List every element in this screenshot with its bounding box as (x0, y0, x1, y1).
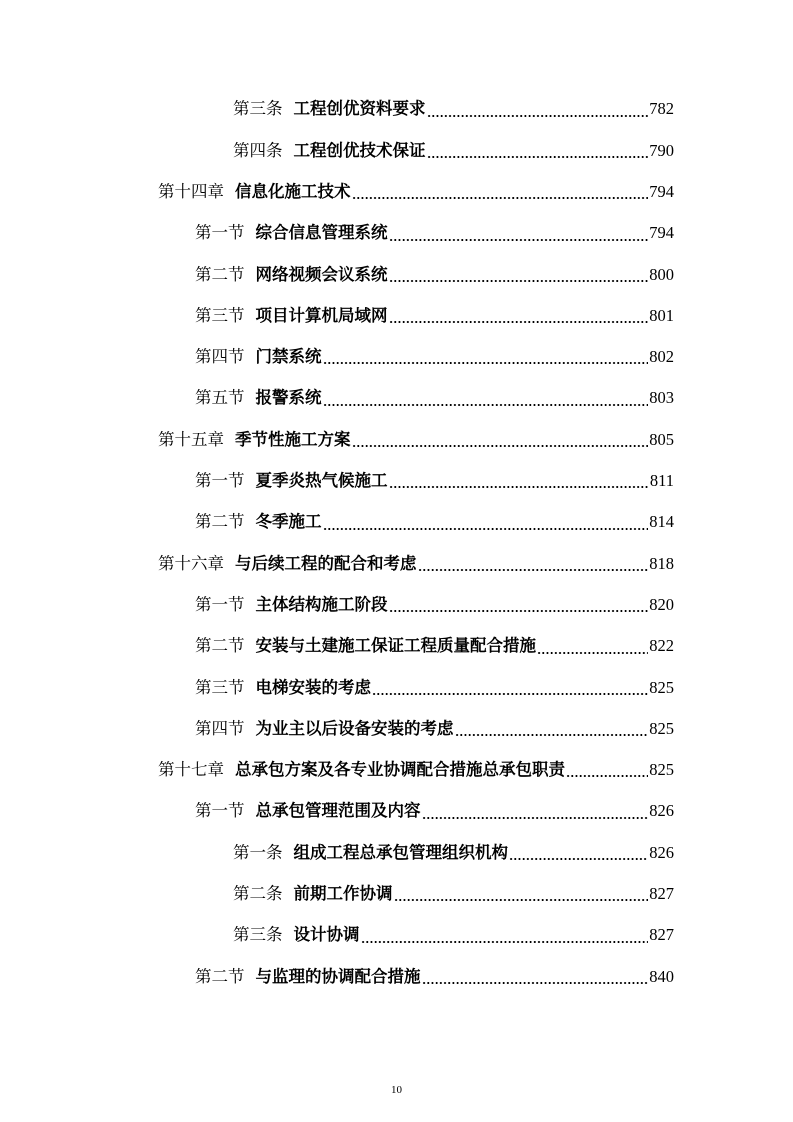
toc-entry[interactable] (233, 89, 674, 130)
page-number: 10 (391, 1084, 402, 1096)
dot-leader (372, 692, 648, 696)
dot-leader (323, 527, 649, 531)
dot-leader (509, 857, 648, 861)
toc-entry[interactable] (195, 296, 674, 337)
toc-entry[interactable] (195, 502, 674, 543)
toc-entry-title: 与监理的协调配合措施 (255, 966, 421, 986)
toc-entry-title: 为业主以后设备安装的考虑 (255, 718, 454, 738)
toc-entry-title: 前期工作协调 (293, 884, 393, 904)
toc-entry-page: 811 (649, 471, 674, 491)
dot-leader (389, 238, 649, 242)
toc-entry-number: 第三条 (233, 99, 283, 119)
toc-entry[interactable] (195, 626, 674, 667)
toc-entry-number: 第二节 (195, 512, 245, 532)
dot-leader (323, 403, 649, 407)
toc-entry-number: 第五节 (195, 388, 245, 408)
toc-entry-page: 801 (649, 305, 674, 325)
toc-entry-page: 803 (649, 388, 674, 408)
dot-leader (352, 444, 649, 448)
toc-entry[interactable] (195, 337, 674, 378)
toc-entry-title: 季节性施工方案 (235, 429, 351, 449)
dot-leader (455, 733, 649, 737)
toc-entry-title: 总承包方案及各专业协调配合措施总承包职责 (235, 760, 565, 780)
toc-entry-title: 主体结构施工阶段 (255, 594, 388, 614)
toc-entry-page: 825 (649, 677, 674, 697)
toc-entry[interactable] (195, 791, 674, 832)
toc-entry-number: 第二条 (233, 884, 283, 904)
toc-entry-page: 840 (649, 966, 674, 986)
toc-entry-number: 第四条 (233, 140, 283, 160)
toc-entry-page: 800 (649, 264, 674, 284)
dot-leader (537, 651, 648, 655)
toc-entry-number: 第十五章 (158, 429, 224, 449)
toc-entry[interactable] (195, 461, 674, 502)
dot-leader (352, 196, 649, 200)
toc-entry-title: 组成工程总承包管理组织机构 (293, 842, 508, 862)
toc-entry-title: 与后续工程的配合和考虑 (235, 553, 417, 573)
toc-entry-number: 第一节 (195, 594, 245, 614)
toc-entry-number: 第十六章 (158, 553, 224, 573)
toc-entry-page: 794 (649, 223, 674, 243)
toc-entry[interactable] (195, 213, 674, 254)
toc-entry-number: 第十七章 (158, 760, 224, 780)
dot-leader (566, 774, 648, 778)
toc-entry-title: 报警系统 (255, 388, 322, 408)
toc-entry-number: 第一节 (195, 223, 245, 243)
dot-leader (394, 898, 649, 902)
toc-entry[interactable] (195, 585, 674, 626)
dot-leader (422, 816, 649, 820)
toc-entry-title: 冬季施工 (255, 512, 322, 532)
toc-entry[interactable] (195, 956, 674, 997)
toc-entry-title: 信息化施工技术 (235, 181, 351, 201)
dot-leader (427, 155, 649, 159)
toc-entry-page: 790 (649, 140, 674, 160)
toc-entry-page: 794 (649, 181, 674, 201)
toc-entry-number: 第二节 (195, 636, 245, 656)
toc-entry-page: 826 (649, 842, 674, 862)
toc-entry-page: 814 (649, 512, 674, 532)
dot-leader (427, 114, 649, 118)
dot-leader (418, 568, 649, 572)
toc-entry-page: 827 (649, 925, 674, 945)
toc-entry-title: 夏季炎热气候施工 (255, 471, 388, 491)
toc-entry[interactable] (233, 874, 674, 915)
toc-entry-page: 818 (649, 553, 674, 573)
toc-entry-number: 第一条 (233, 842, 283, 862)
toc-entry-number: 第三节 (195, 677, 245, 697)
toc-entry-number: 第四节 (195, 347, 245, 367)
toc-entry-page: 825 (649, 760, 674, 780)
toc-entry-title: 工程创优技术保证 (293, 140, 426, 160)
toc-entry[interactable] (195, 254, 674, 295)
toc-entry-title: 总承包管理范围及内容 (255, 801, 421, 821)
toc-entry[interactable] (158, 419, 674, 460)
toc-entry-title: 综合信息管理系统 (255, 223, 388, 243)
toc-entry-number: 第十四章 (158, 181, 224, 201)
toc-entry[interactable] (233, 130, 674, 171)
toc-entry-page: 822 (649, 636, 674, 656)
toc-entry-page: 827 (649, 884, 674, 904)
dot-leader (389, 609, 649, 613)
dot-leader (389, 320, 649, 324)
dot-leader (361, 940, 649, 944)
toc-entry-page: 805 (649, 429, 674, 449)
toc-entry-title: 工程创优资料要求 (293, 99, 426, 119)
toc-entry-number: 第三条 (233, 925, 283, 945)
toc-entry[interactable] (158, 750, 674, 791)
toc-entry-title: 门禁系统 (255, 347, 322, 367)
dot-leader (323, 361, 649, 365)
toc-entry-title: 电梯安装的考虑 (255, 677, 371, 697)
toc-entry[interactable] (233, 832, 674, 873)
toc-entry-title: 项目计算机局域网 (255, 305, 388, 325)
toc-entry-page: 825 (649, 718, 674, 738)
toc-entry-number: 第二节 (195, 966, 245, 986)
toc-entry[interactable] (158, 543, 674, 584)
toc-entry-number: 第三节 (195, 305, 245, 325)
toc-entry-page: 820 (649, 594, 674, 614)
toc-entry-page: 802 (649, 347, 674, 367)
toc-entry-page: 826 (649, 801, 674, 821)
toc-entry-number: 第一节 (195, 471, 245, 491)
toc-entry-title: 网络视频会议系统 (255, 264, 388, 284)
toc-entry[interactable] (195, 667, 674, 708)
toc-entry[interactable] (195, 709, 674, 750)
dot-leader (389, 279, 649, 283)
toc-entry-number: 第一节 (195, 801, 245, 821)
toc-entry-page: 782 (649, 99, 674, 119)
toc-entry-title: 设计协调 (293, 925, 360, 945)
toc-entry-number: 第二节 (195, 264, 245, 284)
toc-entry[interactable] (195, 378, 674, 419)
toc-entry[interactable] (158, 172, 674, 213)
toc-entry[interactable] (233, 915, 674, 956)
toc-entry-number: 第四节 (195, 718, 245, 738)
dot-leader (422, 981, 649, 985)
toc-entry-title: 安装与土建施工保证工程质量配合措施 (255, 636, 536, 656)
dot-leader (389, 485, 649, 489)
